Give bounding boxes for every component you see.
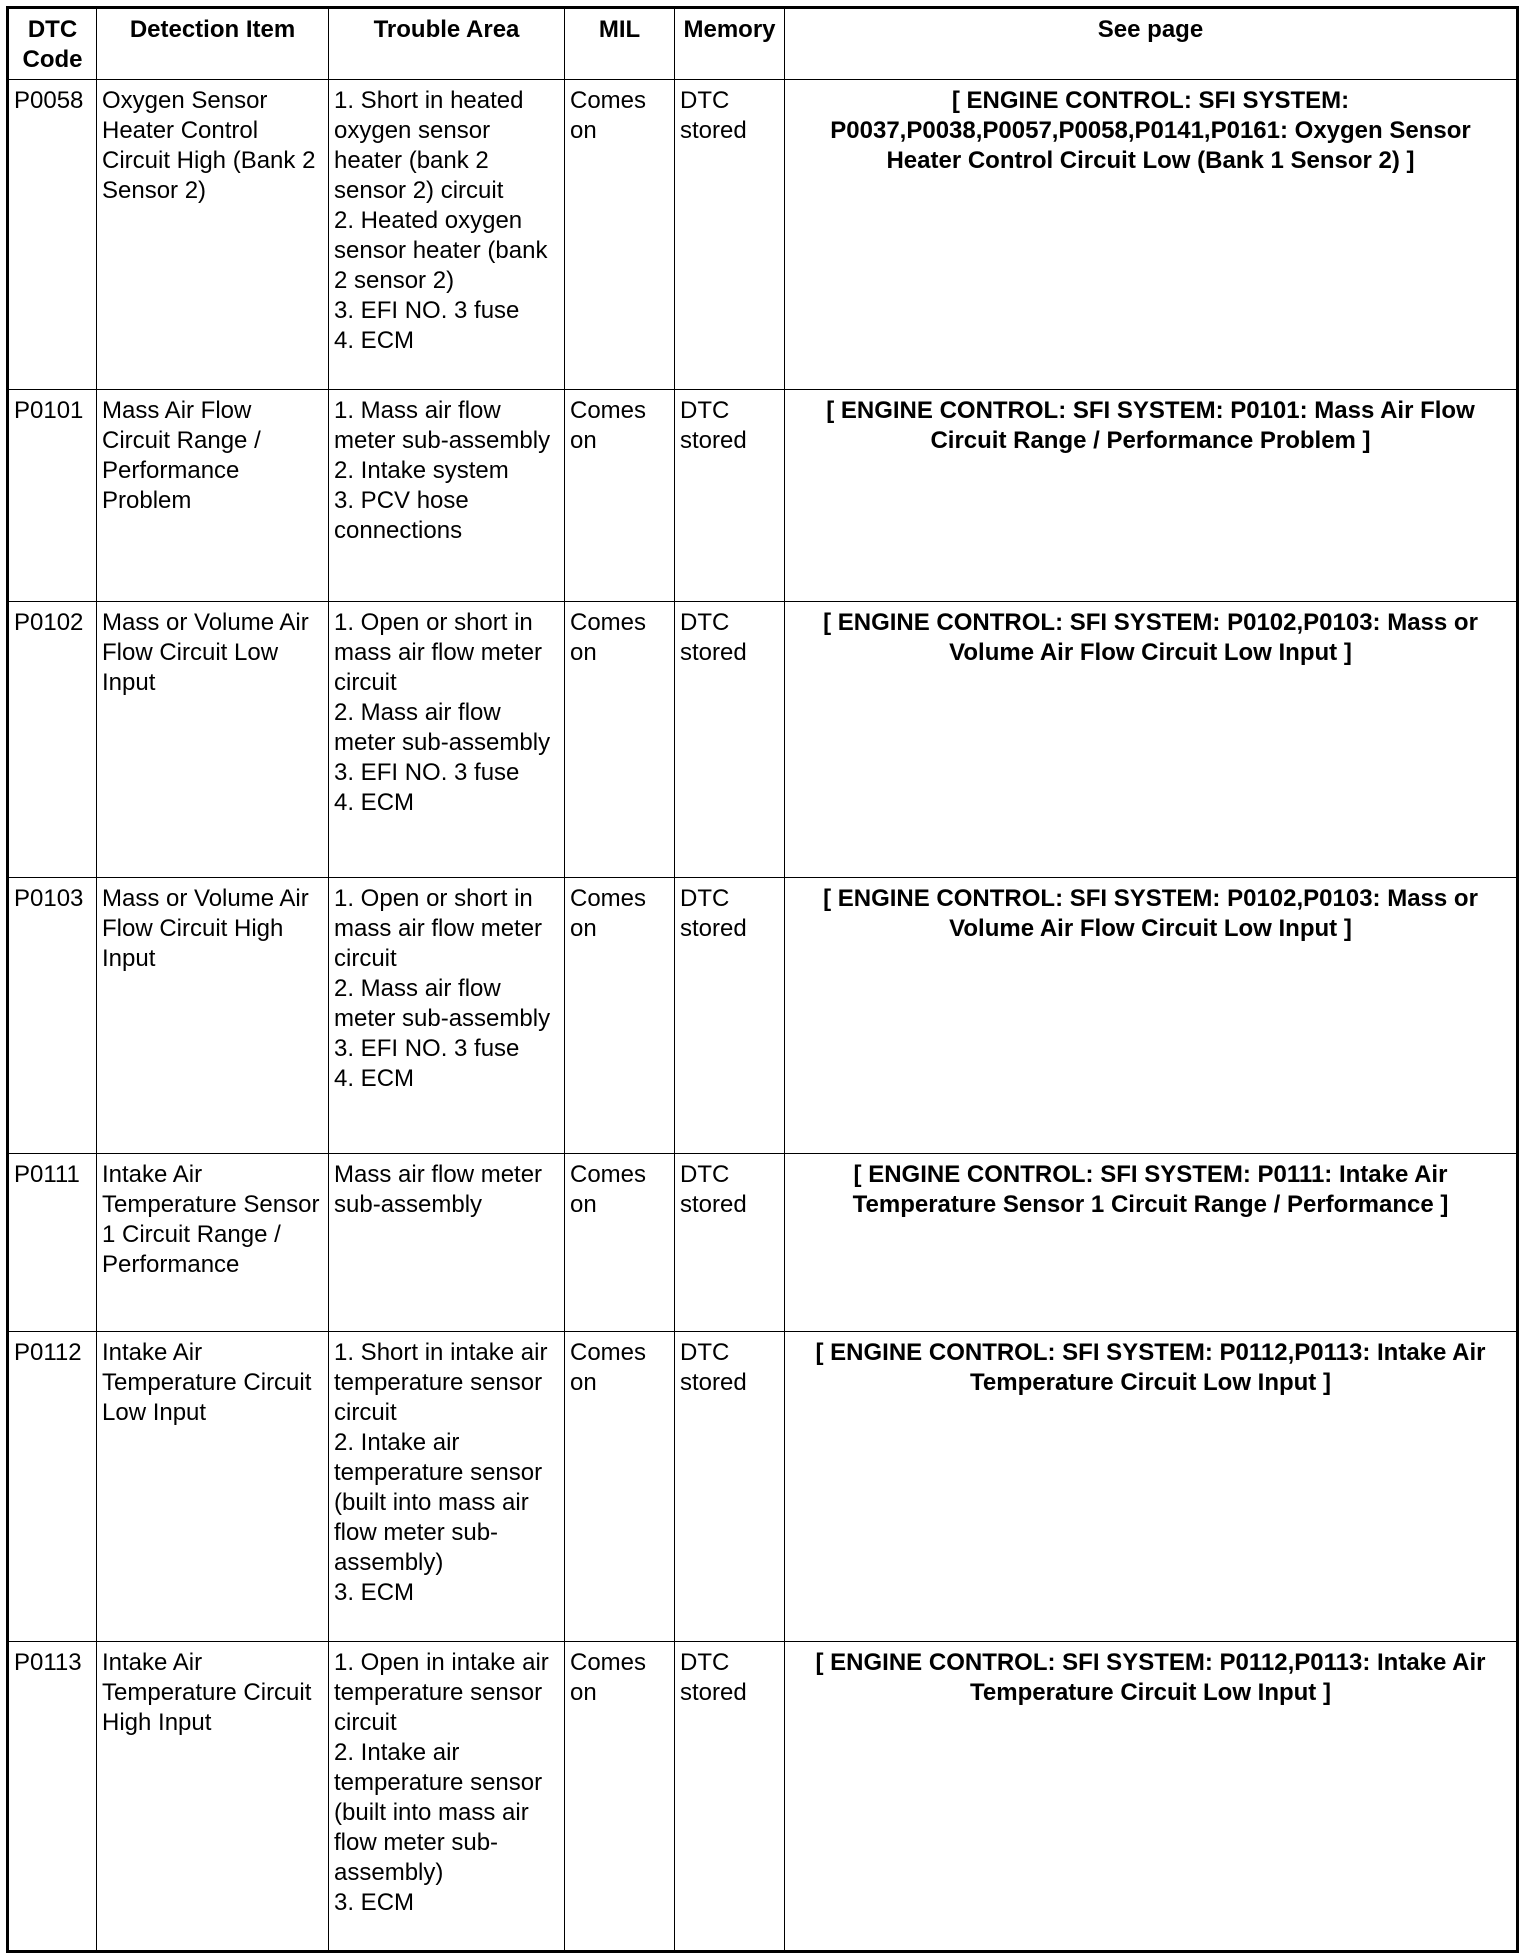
dtc-code-cell: P0103 xyxy=(8,878,97,1154)
trouble-area-line: 2. Intake system xyxy=(334,457,509,484)
mil-cell: Comes on xyxy=(565,1642,675,1952)
see-page-link[interactable]: [ ENGINE CONTROL: SFI SYSTEM: P0101: Mass Air Flow Circuit Range / Performance Problem ] xyxy=(785,390,1518,602)
dtc-code-cell: P0102 xyxy=(8,602,97,878)
detection-item-cell: Oxygen Sensor Heater Control Circuit High (Bank 2 Sensor 2) xyxy=(97,80,329,390)
table-header-row xyxy=(8,8,1518,80)
table-row xyxy=(8,878,1518,1154)
dtc-code-cell: P0112 xyxy=(8,1332,97,1642)
mil-cell: Comes on xyxy=(565,1154,675,1332)
mil-cell: Comes on xyxy=(565,602,675,878)
trouble-area-cell xyxy=(329,1332,565,1642)
trouble-area-line: 1. Open or short in mass air flow meter circuit xyxy=(334,609,543,696)
detection-item-cell: Intake Air Temperature Circuit High Input xyxy=(97,1642,329,1952)
trouble-area-line: 1. Short in intake air temperature sensor circuit xyxy=(334,1339,548,1426)
trouble-area-cell xyxy=(329,878,565,1154)
table-row xyxy=(8,1642,1518,1952)
see-page-link[interactable]: [ ENGINE CONTROL: SFI SYSTEM: P0111: Intake Air Temperature Sensor 1 Circuit Range / Performance ] xyxy=(785,1154,1518,1332)
header-memory: Memory xyxy=(675,8,785,80)
trouble-area-line: 4. ECM xyxy=(334,327,415,354)
detection-item-cell: Mass or Volume Air Flow Circuit High Input xyxy=(97,878,329,1154)
detection-item-cell: Mass Air Flow Circuit Range / Performance Problem xyxy=(97,390,329,602)
detection-item-cell: Mass or Volume Air Flow Circuit Low Input xyxy=(97,602,329,878)
see-page-link[interactable]: [ ENGINE CONTROL: SFI SYSTEM: P0112,P0113: Intake Air Temperature Circuit Low Input ] xyxy=(785,1332,1518,1642)
dtc-table xyxy=(6,6,1519,1953)
header-dtc-code: DTC Code xyxy=(8,8,97,80)
mil-cell: Comes on xyxy=(565,878,675,1154)
trouble-area-line: 4. ECM xyxy=(334,1065,415,1092)
trouble-area-cell xyxy=(329,390,565,602)
trouble-area-line: 3. EFI NO. 3 fuse xyxy=(334,297,520,324)
header-trouble-area: Trouble Area xyxy=(329,8,565,80)
trouble-area-cell xyxy=(329,1642,565,1952)
trouble-area-line: 1. Mass air flow meter sub-assembly xyxy=(334,397,551,454)
trouble-area-line: 3. EFI NO. 3 fuse xyxy=(334,1035,520,1062)
header-detection-item: Detection Item xyxy=(97,8,329,80)
trouble-area-cell xyxy=(329,80,565,390)
detection-item-cell: Intake Air Temperature Circuit Low Input xyxy=(97,1332,329,1642)
table-row xyxy=(8,1154,1518,1332)
mil-cell: Comes on xyxy=(565,390,675,602)
see-page-link[interactable]: [ ENGINE CONTROL: SFI SYSTEM: P0102,P0103: Mass or Volume Air Flow Circuit Low Input ] xyxy=(785,602,1518,878)
memory-cell: DTC stored xyxy=(675,1154,785,1332)
memory-cell: DTC stored xyxy=(675,602,785,878)
see-page-link[interactable]: [ ENGINE CONTROL: SFI SYSTEM: P0112,P0113: Intake Air Temperature Circuit Low Input ] xyxy=(785,1642,1518,1952)
trouble-area-line: 3. ECM xyxy=(334,1579,415,1606)
trouble-area-line: Mass air flow meter sub-assembly xyxy=(334,1161,543,1218)
table-row xyxy=(8,602,1518,878)
memory-cell: DTC stored xyxy=(675,80,785,390)
memory-cell: DTC stored xyxy=(675,390,785,602)
dtc-code-cell: P0111 xyxy=(8,1154,97,1332)
dtc-code-cell: P0101 xyxy=(8,390,97,602)
trouble-area-line: 3. ECM xyxy=(334,1889,415,1916)
table-row xyxy=(8,1332,1518,1642)
dtc-code-cell: P0113 xyxy=(8,1642,97,1952)
trouble-area-line: 1. Short in heated oxygen sensor heater (bank 2 sensor 2) circuit xyxy=(334,87,524,204)
trouble-area-line: 2. Heated oxygen sensor heater (bank 2 sensor 2) xyxy=(334,207,548,294)
memory-cell: DTC stored xyxy=(675,1642,785,1952)
trouble-area-line: 2. Mass air flow meter sub-assembly xyxy=(334,975,551,1032)
trouble-area-line: 2. Intake air temperature sensor (built into mass air flow meter sub-assembly) xyxy=(334,1429,543,1576)
trouble-area-line: 3. PCV hose connections xyxy=(334,487,469,544)
dtc-code-cell: P0058 xyxy=(8,80,97,390)
trouble-area-line: 3. EFI NO. 3 fuse xyxy=(334,759,520,786)
trouble-area-line: 2. Intake air temperature sensor (built into mass air flow meter sub-assembly) xyxy=(334,1739,543,1886)
mil-cell: Comes on xyxy=(565,80,675,390)
header-see-page: See page xyxy=(785,8,1518,80)
memory-cell: DTC stored xyxy=(675,878,785,1154)
trouble-area-line: 1. Open or short in mass air flow meter circuit xyxy=(334,885,543,972)
mil-cell: Comes on xyxy=(565,1332,675,1642)
memory-cell: DTC stored xyxy=(675,1332,785,1642)
trouble-area-cell xyxy=(329,602,565,878)
detection-item-cell: Intake Air Temperature Sensor 1 Circuit Range / Performance xyxy=(97,1154,329,1332)
see-page-link[interactable]: [ ENGINE CONTROL: SFI SYSTEM: P0037,P0038,P0057,P0058,P0141,P0161: Oxygen Sensor Heater Control Circuit Low (Bank 1 Sensor 2) ] xyxy=(785,80,1518,390)
see-page-link[interactable]: [ ENGINE CONTROL: SFI SYSTEM: P0102,P0103: Mass or Volume Air Flow Circuit Low Input ] xyxy=(785,878,1518,1154)
header-mil: MIL xyxy=(565,8,675,80)
trouble-area-line: 2. Mass air flow meter sub-assembly xyxy=(334,699,551,756)
trouble-area-cell xyxy=(329,1154,565,1332)
table-row xyxy=(8,390,1518,602)
table-row xyxy=(8,80,1518,390)
table-body xyxy=(8,80,1518,1952)
trouble-area-line: 1. Open in intake air temperature sensor circuit xyxy=(334,1649,549,1736)
trouble-area-line: 4. ECM xyxy=(334,789,415,816)
